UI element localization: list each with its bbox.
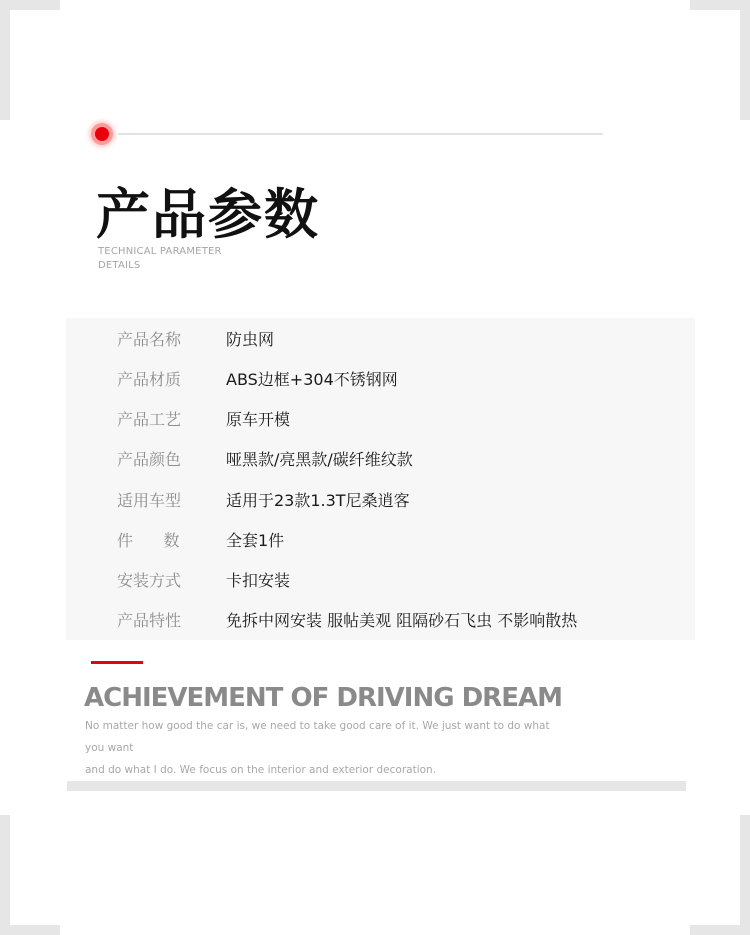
param-label: 产品材质 <box>117 369 182 389</box>
param-label: 产品工艺 <box>117 410 182 430</box>
param-label: 件 数 <box>117 530 180 550</box>
param-row <box>66 439 695 479</box>
frame-corner-bottom-right-vertical <box>740 815 750 935</box>
param-value: 哑黑款/亮黑款/碳纤维纹款 <box>226 450 413 470</box>
frame-corner-top-right-vertical <box>740 0 750 120</box>
red-dot-icon <box>91 123 113 145</box>
param-label: 产品名称 <box>117 329 182 349</box>
param-row <box>66 519 695 559</box>
param-label: 产品颜色 <box>117 450 182 470</box>
frame-corner-top-right-horizontal <box>690 0 750 10</box>
slogan-description <box>85 715 565 781</box>
param-row <box>66 399 695 439</box>
param-value: 防虫网 <box>226 329 275 349</box>
page-title: 产品参数 <box>96 183 320 246</box>
header-divider <box>118 133 603 135</box>
page-subtitle <box>98 245 258 273</box>
param-row <box>66 479 695 519</box>
subtitle-line-2: DETAILS <box>98 260 141 271</box>
param-value: 原车开模 <box>226 410 291 430</box>
param-label: 适用车型 <box>117 490 182 510</box>
frame-corner-top-left-vertical <box>0 0 10 120</box>
description-line-2: and do what I do. We focus on the interior and exterior decoration. <box>85 764 437 776</box>
frame-corner-bottom-right-horizontal <box>690 925 750 935</box>
bottom-divider-bar <box>67 781 686 791</box>
param-row <box>66 318 695 358</box>
param-row <box>66 358 695 398</box>
param-row <box>66 600 695 640</box>
param-label: 安装方式 <box>117 571 182 591</box>
description-line-1: No matter how good the car is, we need to take good care of it. We just want to do what you want <box>85 720 550 754</box>
slogan-heading: ACHIEVEMENT OF DRIVING DREAM <box>84 683 562 713</box>
param-value: 适用于23款1.3T尼桑逍客 <box>226 490 410 510</box>
param-value: 卡扣安装 <box>226 571 291 591</box>
frame-corner-bottom-left-vertical <box>0 815 10 935</box>
accent-divider <box>91 661 143 664</box>
param-value: 全套1件 <box>226 530 285 550</box>
subtitle-line-1: TECHNICAL PARAMETER <box>98 246 222 257</box>
frame-corner-bottom-left-horizontal <box>0 925 60 935</box>
frame-corner-top-left-horizontal <box>0 0 60 10</box>
parameter-table <box>66 318 695 640</box>
param-label: 产品特性 <box>117 611 182 631</box>
param-value: 免拆中网安装 服帖美观 阻隔砂石飞虫 不影响散热 <box>226 611 578 631</box>
param-row <box>66 560 695 600</box>
param-value: ABS边框+304不锈钢网 <box>226 369 398 389</box>
